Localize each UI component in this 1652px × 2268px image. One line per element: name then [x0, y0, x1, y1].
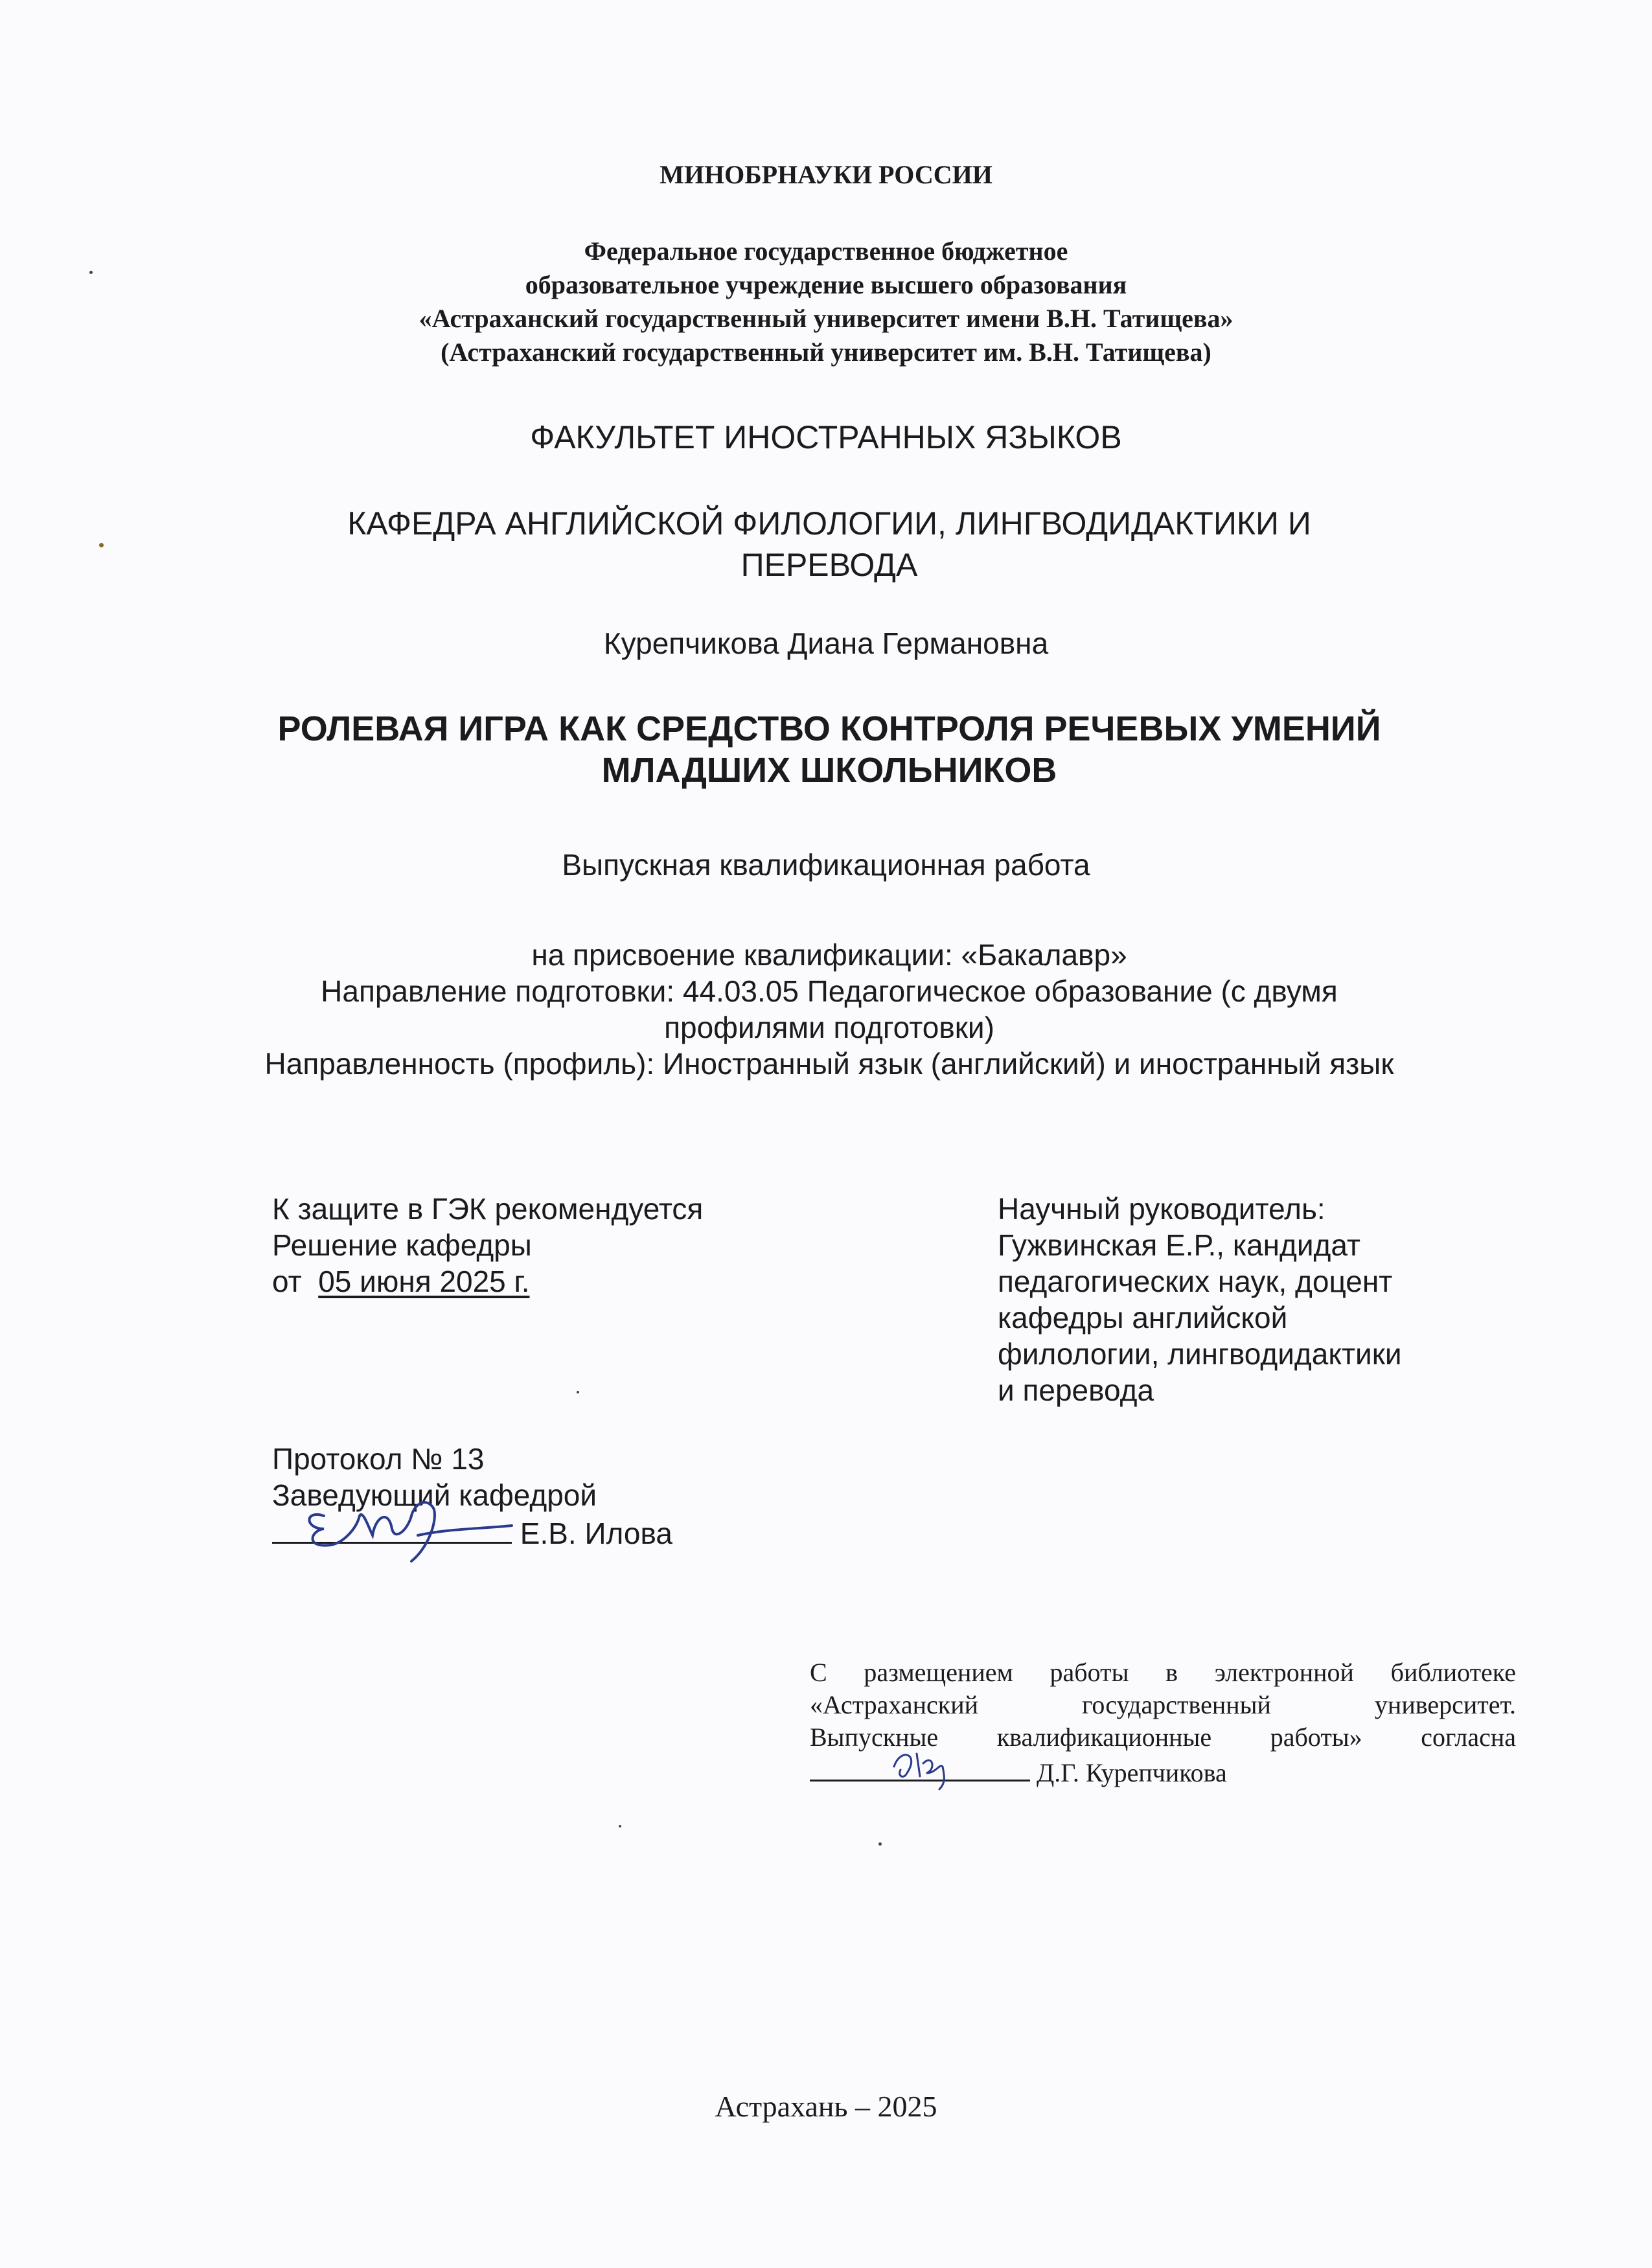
ministry-name: МИНОБРНАУКИ РОССИИ	[660, 160, 992, 189]
faculty-name: ФАКУЛЬТЕТ ИНОСТРАННЫХ ЯЗЫКОВ	[530, 419, 1122, 455]
defense-date-prefix: от	[272, 1265, 302, 1298]
supervisor-line: филологии, лингводидактики	[998, 1337, 1402, 1371]
head-title: Заведующий кафедрой	[272, 1478, 597, 1512]
institution-line: (Астраханский государственный университет им. В.Н. Татищева)	[441, 338, 1211, 367]
scan-speck	[619, 1825, 621, 1827]
consent-block	[810, 1656, 1516, 1789]
department-name: КАФЕДРА АНГЛИЙСКОЙ ФИЛОЛОГИИ, ЛИНГВОДИДАКТИКИ И ПЕРЕВОДА	[347, 505, 1311, 583]
qualification-award: на присвоение квалификации: «Бакалавр»	[531, 938, 1127, 972]
head-signature-line	[272, 1513, 855, 1552]
supervisor-label: Научный руководитель:	[998, 1192, 1325, 1226]
thesis-title: РОЛЕВАЯ ИГРА КАК СРЕДСТВО КОНТРОЛЯ РЕЧЕВЫХ УМЕНИЙ МЛАДШИХ ШКОЛЬНИКОВ	[277, 709, 1381, 790]
protocol-number: Протокол № 13	[272, 1442, 485, 1476]
supervisor-line: Гужвинская Е.Р., кандидат	[998, 1228, 1360, 1262]
supervisor-block	[998, 1191, 1529, 1408]
scan-speck	[577, 1391, 579, 1393]
institution-line: образовательное учреждение высшего образования	[525, 270, 1127, 299]
consent-signer: Д.Г. Курепчикова	[1037, 1758, 1227, 1787]
institution-block	[0, 235, 1652, 369]
defense-block	[272, 1191, 855, 1300]
defense-date-line	[272, 1263, 855, 1300]
defense-date: 05 июня 2025 г.	[318, 1265, 530, 1298]
institution-line: Федеральное государственное бюджетное	[584, 236, 1068, 266]
head-name: Е.В. Илова	[520, 1517, 672, 1550]
signature-line	[810, 1754, 1030, 1781]
consent-line: Выпускные квалификационные работы» согласна	[810, 1723, 1516, 1752]
author-name: Курепчикова Диана Германовна	[603, 626, 1049, 660]
institution-line: «Астраханский государственный университет имени В.Н. Татищева»	[419, 304, 1233, 333]
consent-line: С размещением работы в электронной библиотеке	[810, 1658, 1516, 1687]
consent-line: «Астраханский государственный университет.	[810, 1690, 1516, 1719]
defense-decision: Решение кафедры	[272, 1228, 532, 1262]
scan-speck	[99, 543, 104, 547]
qualification-block	[246, 937, 1412, 1082]
supervisor-line: кафедры английской	[998, 1301, 1288, 1334]
qualification-profile: Направленность (профиль): Иностранный язык (английский) и иностранный язык	[264, 1047, 1394, 1081]
city-year: Астрахань – 2025	[715, 2090, 937, 2123]
signature-line	[272, 1513, 512, 1544]
protocol-block	[272, 1441, 855, 1552]
work-type: Выпускная квалификационная работа	[562, 848, 1090, 882]
defense-recommended: К защите в ГЭК рекомендуется	[272, 1192, 704, 1226]
scan-speck	[89, 271, 93, 274]
supervisor-line: педагогических наук, доцент	[998, 1265, 1393, 1298]
supervisor-line: и перевода	[998, 1373, 1154, 1407]
scan-speck	[878, 1842, 882, 1846]
qualification-direction: Направление подготовки: 44.03.05 Педагогическое образование (с двумя профилями подготовки)	[321, 974, 1338, 1044]
consent-signature-line	[810, 1754, 1516, 1789]
